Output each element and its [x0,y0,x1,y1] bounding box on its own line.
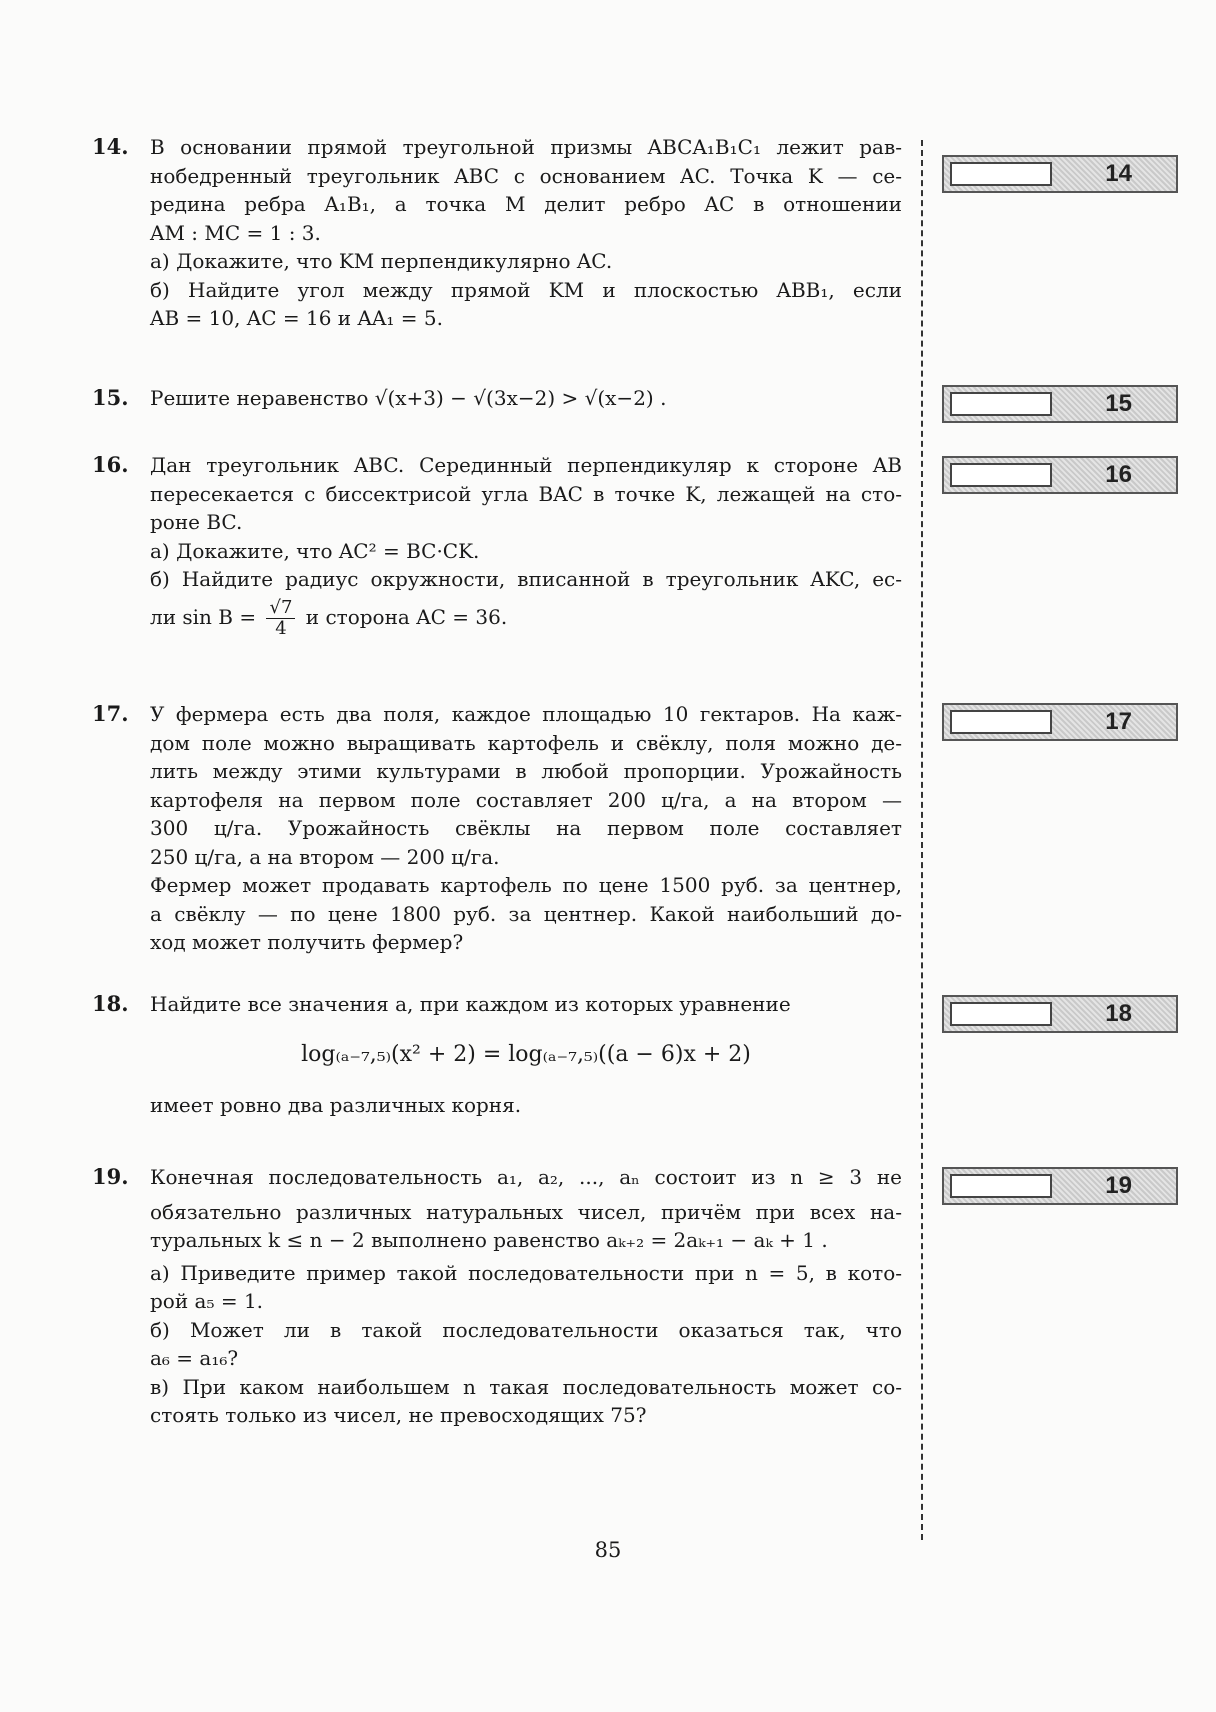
subquestion-b-cont: a₆ = a₁₆? [150,1346,239,1370]
problem-number: 18. [92,991,129,1016]
problem-text-line: В основании прямой треугольной призмы ABCA₁B₁C₁ лежит рав- [150,135,902,159]
subquestion-c: в) При каком наибольшем n такая последовательность может со- [150,1374,902,1399]
answer-box-18[interactable] [942,995,1178,1033]
problem-text-line: Конечная последовательность a₁, a₂, ..., aₙ состоит из n ≥ 3 не [150,1165,902,1189]
problem-number: 15. [92,385,129,410]
problem-text-line: имеет ровно два различных корня. [150,1093,522,1117]
answer-field[interactable] [950,162,1052,186]
problem-text-line: Фермер может продавать картофель по цене 1500 руб. за центнер, [150,873,902,897]
problem-text-line: У фермера есть два поля, каждое площадью 10 гектаров. На каж- [150,702,902,726]
answer-field[interactable] [950,1174,1052,1198]
problem-text-line: 300 ц/га. Урожайность свёклы на первом поле составляет [150,816,902,840]
answer-field[interactable] [950,710,1052,734]
problem-text-line: AM : MC = 1 : 3. [150,220,321,245]
problem-text-line: картофеля на первом поле составляет 200 ц/га, а на втором — [150,787,902,812]
answer-box-16[interactable] [942,456,1178,494]
subquestion-a: а) Докажите, что AC² = BC·CK. [150,538,480,563]
answer-box-label: 14 [1105,160,1132,187]
answer-field[interactable] [950,1002,1052,1026]
answer-box-label: 15 [1105,390,1132,417]
problem-number: 17. [92,701,129,726]
page-number: 85 [594,1538,622,1562]
cut-line-divider [921,140,923,1540]
equation: log₍ₐ₋₇,₅₎(x² + 2) = log₍ₐ₋₇,₅₎((a − 6)x + 2) [301,1041,751,1067]
subquestion-b: б) Найдите угол между прямой KM и плоскостью ABB₁, если [150,277,902,302]
answer-field[interactable] [950,463,1052,487]
problem-text-line: туральных k ≤ n − 2 выполнено равенство aₖ₊₂ = 2aₖ₊₁ − aₖ + 1 . [150,1228,828,1252]
problem-text-line: а свёклу — по цене 1800 руб. за центнер. Какой наибольший до- [150,901,902,926]
problem-number: 19. [92,1164,129,1189]
fraction-numerator: √7 [266,598,295,619]
problem-text-line: Дан треугольник ABC. Серединный перпендикуляр к стороне AB [150,453,902,477]
answer-box-15[interactable] [942,385,1178,423]
subquestion-b: б) Может ли в такой последовательности оказаться так, что [150,1317,902,1342]
answer-box-label: 18 [1105,1000,1132,1027]
problem-text-line: Найдите все значения a, при каждом из которых уравнение [150,992,791,1016]
problem-text-line: пересекается с биссектрисой угла BAC в точке K, лежащей на сто- [150,481,902,506]
answer-box-14[interactable] [942,155,1178,193]
problem-text-line: роне BC. [150,510,243,534]
problem-text-line: редина ребра A₁B₁, а точка M делит ребро AC в отношении [150,192,902,216]
problem-text-line: дом поле можно выращивать картофель и свёклу, поля можно де- [150,730,902,755]
answer-box-19[interactable] [942,1167,1178,1205]
answer-box-label: 16 [1105,461,1132,488]
problem-number: 14. [92,134,129,159]
answer-box-17[interactable] [942,703,1178,741]
fraction [266,598,295,639]
problem-text-line: ход может получить фермер? [150,930,464,954]
side-condition: и сторона AC = 36. [305,604,508,629]
subquestion-b-cont [150,598,902,639]
sin-b-label: ли sin B = [150,604,257,629]
problem-text-line: Решите неравенство √(x+3) − √(3x−2) > √(x−2) . [150,386,667,410]
answer-box-label: 19 [1105,1172,1132,1199]
subquestion-b: б) Найдите радиус окружности, вписанной в треугольник AKC, ес- [150,567,902,591]
subquestion-c-cont: стоять только из чисел, не превосходящих 75? [150,1403,647,1427]
subquestion-a-cont: рой a₅ = 1. [150,1289,264,1313]
problem-text-line: лить между этими культурами в любой пропорции. Урожайность [150,759,902,783]
subquestion-b-cont: AB = 10, AC = 16 и AA₁ = 5. [150,306,443,330]
fraction-denominator: 4 [275,617,287,639]
answer-box-label: 17 [1105,708,1132,735]
problem-number: 16. [92,452,129,477]
subquestion-a: а) Докажите, что KM перпендикулярно AC. [150,249,613,273]
problem-text-line: нобедренный треугольник ABC с основанием AC. Точка K — се- [150,163,902,188]
subquestion-a: а) Приведите пример такой последовательности при n = 5, в кото- [150,1260,902,1285]
answer-field[interactable] [950,392,1052,416]
problem-text-line: 250 ц/га, а на втором — 200 ц/га. [150,844,500,869]
problem-text-line: обязательно различных натуральных чисел, причём при всех на- [150,1199,902,1224]
